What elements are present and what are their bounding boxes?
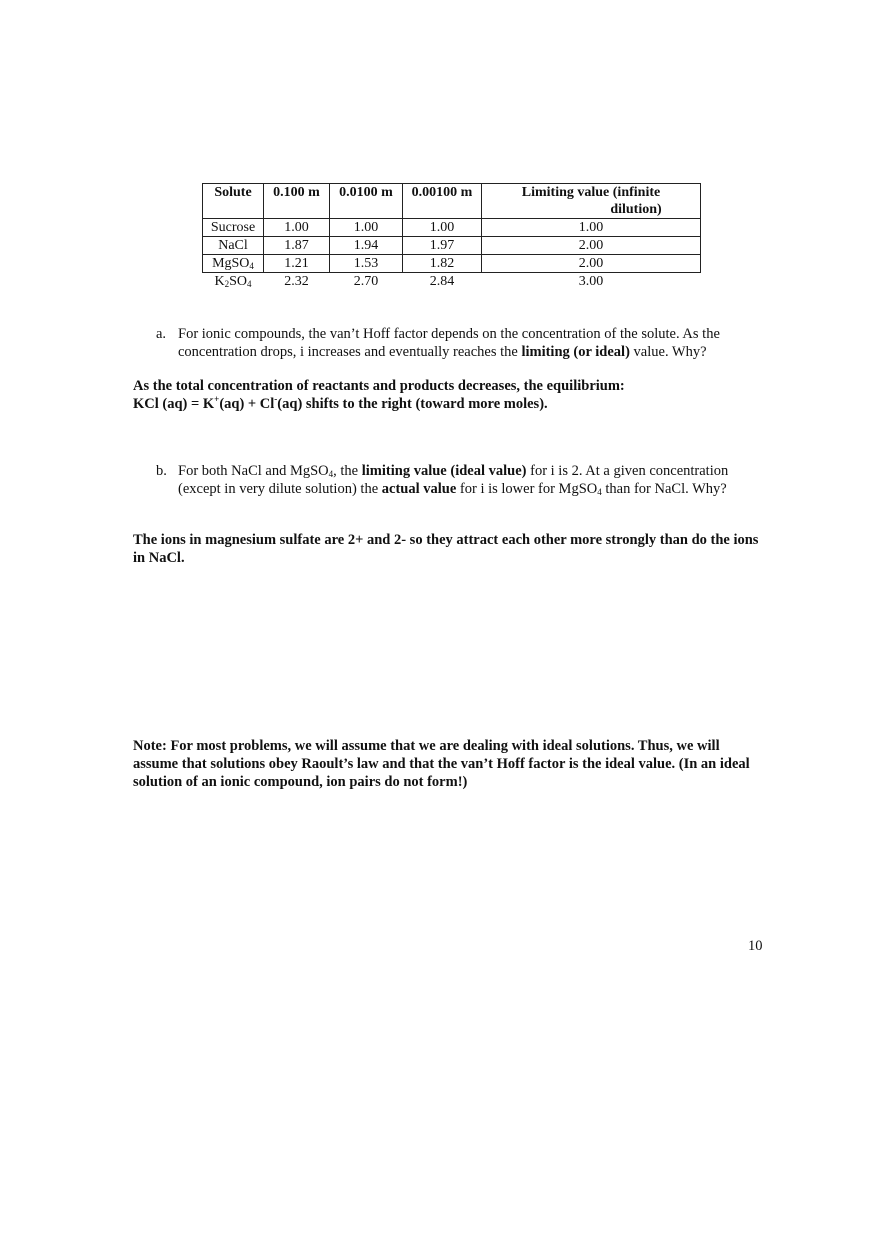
cell-value: 2.84 (429, 274, 455, 289)
header-spacer (403, 201, 482, 219)
question-a-label: a. (156, 326, 167, 342)
header-00100m: 0.0100 m (330, 184, 403, 202)
cell-value: 1.00 (330, 219, 403, 237)
answer-b: The ions in magnesium sulfate are 2+ and 2- so they attract each other more strongly than do the ions in NaCl. (133, 532, 759, 566)
cell-value: 1.87 (264, 237, 330, 255)
solute-text: SO (229, 274, 248, 289)
cell-value: 1.94 (330, 237, 403, 255)
cell-value: 1.53 (330, 255, 403, 273)
question-b-bold: actual value (381, 481, 457, 497)
header-limiting-line1: Limiting value (infinite (521, 185, 661, 200)
subscript: 2 (224, 279, 230, 289)
question-b-label: b. (156, 463, 167, 479)
header-000100m: 0.00100 m (403, 184, 482, 202)
header-spacer (203, 201, 264, 219)
answer-a-line1: As the total concentration of reactants and products decreases, the equilibrium: (133, 378, 625, 394)
equation-part: KCl (aq) = K (133, 396, 215, 412)
subscript: 4 (247, 279, 252, 289)
cell-solute (203, 255, 264, 273)
superscript: - (274, 394, 278, 404)
question-b-part: for i is 2. At a given concentration (except in very dilute solution) the (178, 463, 729, 497)
header-spacer (264, 201, 330, 219)
equation-part: (aq) + Cl (219, 396, 275, 412)
question-b-part: for i is lower for MgSO (456, 481, 598, 497)
cell-value: 1.21 (264, 255, 330, 273)
question-b-bold: limiting value (ideal value) (361, 463, 527, 479)
question-b-part: For both NaCl and MgSO (178, 463, 329, 479)
cell-limit: 2.00 (482, 255, 701, 273)
header-limiting-value (482, 184, 701, 219)
header-spacer (330, 201, 403, 219)
question-b-part: , the (333, 463, 362, 479)
header-limiting-line2: dilution) (610, 202, 662, 217)
solute-text: MgSO (212, 256, 250, 271)
cell-limit: 1.00 (482, 219, 701, 237)
page-number: 10 (748, 938, 763, 954)
superscript: + (214, 394, 220, 404)
cell-value: 2.70 (353, 274, 379, 289)
table-row (203, 273, 701, 291)
question-b-part: than for NaCl. Why? (601, 481, 727, 497)
header-solute: Solute (203, 184, 264, 202)
cell-limit: 2.00 (482, 237, 701, 255)
equation-part: (aq) shifts to the right (toward more moles). (277, 396, 548, 412)
question-b-text (178, 462, 768, 498)
subscript: 4 (597, 487, 602, 497)
cell-value: 1.82 (403, 255, 482, 273)
cell-value: 2.32 (284, 274, 309, 289)
table-row (203, 219, 701, 237)
question-a-bold: limiting (or ideal) (521, 344, 630, 360)
answer-a (133, 377, 763, 413)
answer-a-equation (133, 395, 763, 413)
cell-solute: Sucrose (203, 219, 264, 237)
cell-value: 1.00 (264, 219, 330, 237)
note: Note: For most problems, we will assume that we are dealing with ideal solutions. Thus, we will assume that solutions obey Raoult’s law and that the van’t Hoff factor is the ideal value. (In an ideal solution of an ionic compound, ion pairs do not form!) (133, 738, 750, 790)
question-a-text (178, 325, 768, 361)
cell-limit: 3.00 (578, 274, 604, 289)
question-a-part: value. Why? (629, 344, 707, 360)
cell-solute: NaCl (203, 237, 264, 255)
subscript: 4 (249, 261, 254, 271)
question-a-part: For ionic compounds, the van’t Hoff factor depends on the concentration of the solute. As the concentration drops, i increases and eventually reaches the (178, 326, 720, 360)
cell-value: 1.00 (403, 219, 482, 237)
cell-value: 1.97 (403, 237, 482, 255)
subscript: 4 (328, 469, 334, 479)
table-row (203, 237, 701, 255)
header-0100m: 0.100 m (264, 184, 330, 202)
solute-text: K (214, 274, 225, 289)
cell-solute (203, 273, 264, 291)
vant-hoff-table (202, 183, 701, 290)
table-row (203, 255, 701, 273)
